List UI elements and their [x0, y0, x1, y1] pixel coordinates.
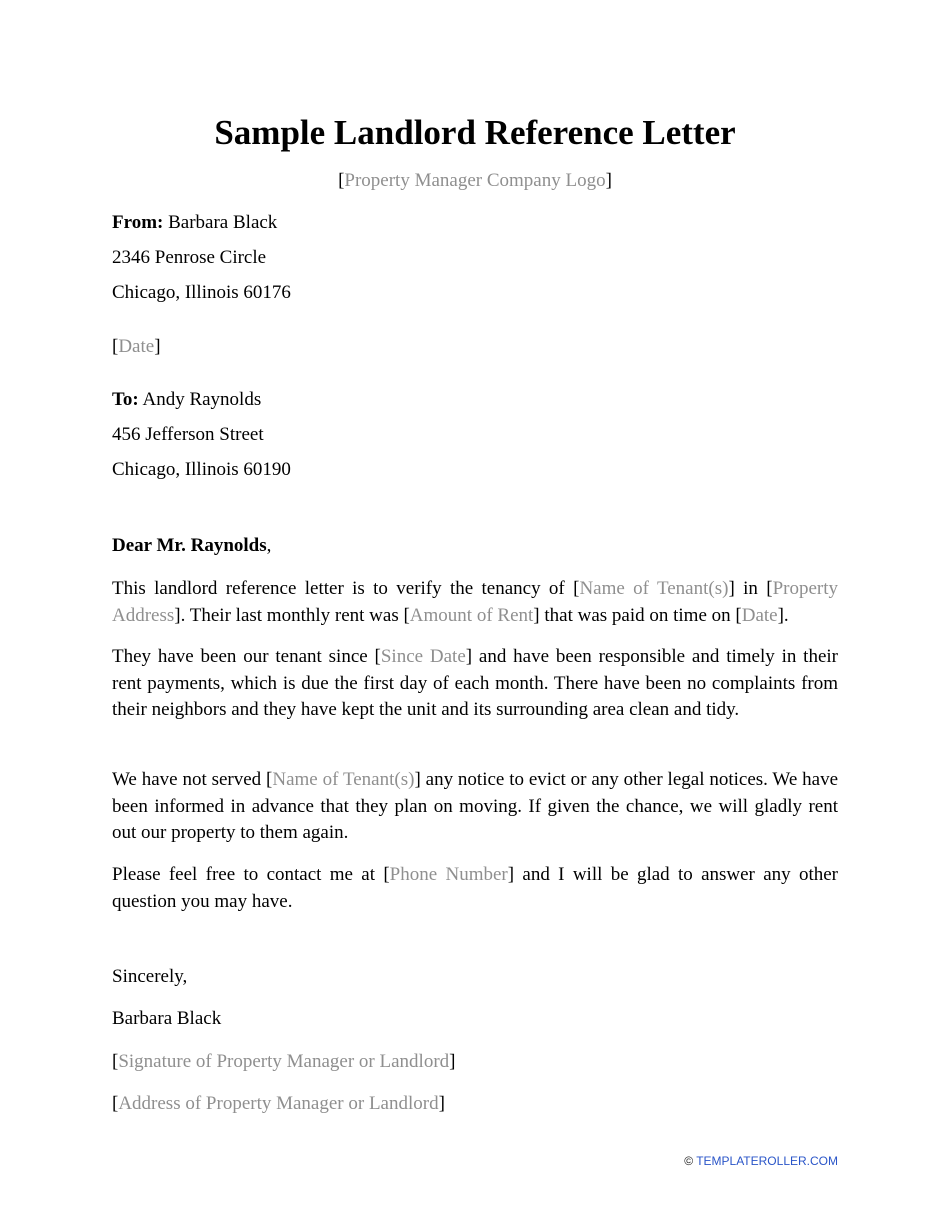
company-logo-placeholder: [Property Manager Company Logo] — [338, 170, 612, 191]
tenant-name-placeholder: Name of Tenant(s) — [579, 578, 729, 599]
p4-text-2: ] and I will be glad to answer any other question you may have. — [112, 864, 839, 912]
p1-text-1: This landlord reference letter is to verify the tenancy of [ — [112, 578, 580, 599]
logo-placeholder-text: Property Manager Company Logo — [344, 170, 606, 191]
body-paragraph-3 — [112, 767, 838, 847]
payment-date-placeholder: Date — [741, 604, 778, 626]
sender-city: Chicago, Illinois 60176 — [112, 282, 291, 303]
signature-line: [Signature of Property Manager or Landlord] — [112, 1051, 456, 1072]
recipient-street: 456 Jefferson Street — [112, 424, 264, 445]
date-placeholder: Date — [118, 336, 155, 357]
p3-text-1: We have not served [ — [112, 769, 273, 790]
salutation-name: Dear Mr. Raynolds — [112, 535, 267, 556]
p4-text-1: Please feel free to contact me at [ — [112, 864, 390, 885]
document-title: Sample Landlord Reference Letter — [214, 113, 736, 152]
p3-text-2: ] any notice to evict or any other legal notices. We have been informed in advance that they plan on moving. If given the chance, we will gladly rent out our property to them again. — [112, 769, 839, 843]
recipient-city: Chicago, Illinois 60190 — [112, 459, 291, 480]
templateroller-link[interactable]: TEMPLATEROLLER.COM — [696, 1154, 838, 1168]
p2-text-1: They have been our tenant since [ — [112, 646, 381, 667]
footer-credit — [684, 1154, 838, 1168]
sender-street: 2346 Penrose Circle — [112, 247, 267, 268]
date-line: [Date] — [112, 336, 161, 357]
recipient-name: Andy Raynolds — [142, 389, 262, 410]
signature-placeholder: Signature of Property Manager or Landlord — [118, 1051, 450, 1072]
salutation — [112, 533, 271, 559]
valediction: Sincerely, — [112, 966, 188, 987]
body-paragraph-4 — [112, 862, 838, 915]
address-placeholder: Address of Property Manager or Landlord — [118, 1093, 439, 1114]
p1-text-4: ] that was paid on time on [ — [533, 604, 742, 626]
body-paragraph-2 — [112, 644, 838, 724]
rent-amount-placeholder: Amount of Rent — [409, 604, 534, 626]
from-label: From: — [112, 212, 164, 233]
sender-name-line — [112, 210, 277, 236]
p1-text-5: ]. — [777, 604, 789, 626]
to-label: To: — [112, 389, 139, 410]
p1-text-2: ] in [ — [728, 578, 773, 599]
p1-text-3: ]. Their last monthly rent was [ — [174, 604, 410, 626]
closing-name: Barbara Black — [112, 1008, 222, 1029]
salutation-punct: , — [266, 535, 272, 556]
body-paragraph-1 — [112, 576, 838, 629]
property-address-placeholder: Property Address — [112, 578, 839, 626]
p2-text-2: ] and have been responsible and timely in their rent payments, which is due the first day of each month. There have been no complaints from their neighbors and they have kept the unit and its surrounding area clean and tidy. — [112, 646, 838, 720]
since-date-placeholder: Since Date — [380, 646, 466, 667]
recipient-name-line — [112, 387, 261, 413]
tenant-name-placeholder-2: Name of Tenant(s) — [272, 769, 415, 790]
copyright-symbol: © — [684, 1154, 694, 1168]
sender-name: Barbara Black — [168, 212, 278, 233]
phone-number-placeholder: Phone Number — [389, 864, 508, 885]
address-line: [Address of Property Manager or Landlord] — [112, 1093, 445, 1114]
